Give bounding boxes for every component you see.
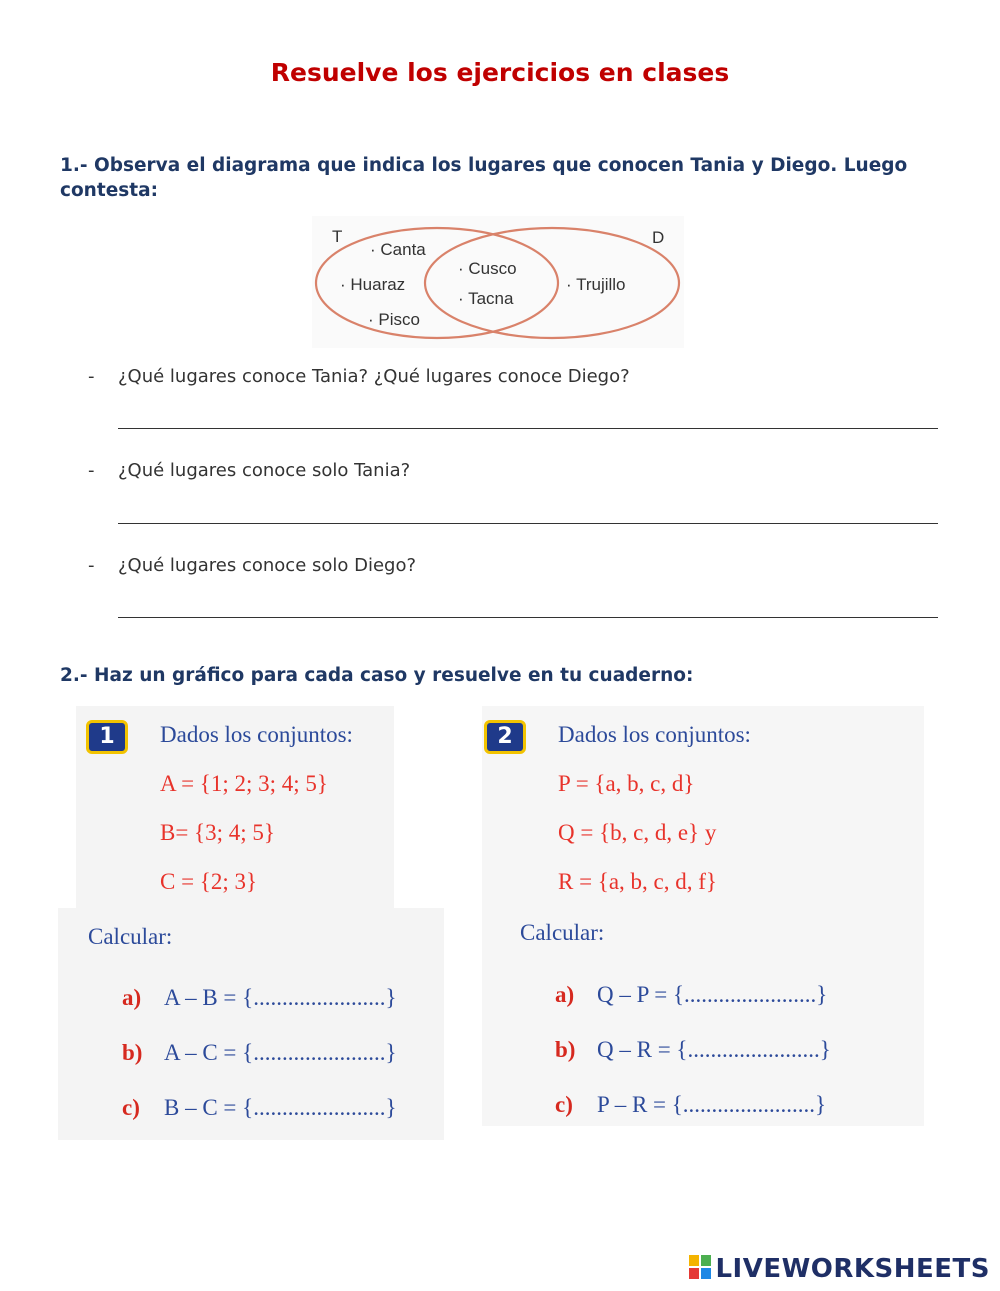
- liveworksheets-logo-icon: [689, 1255, 711, 1279]
- panel-1-set-b: B= {3; 4; 5}: [160, 820, 275, 845]
- panel-2-bg: [482, 706, 924, 1126]
- panel-2-set-p: P = {a, b, c, d}: [558, 771, 695, 796]
- panel-2-calc-label: Calcular:: [520, 920, 605, 945]
- venn-item: · Trujillo: [566, 275, 626, 294]
- panel-2-item-c: c) P – R = {.......................}: [555, 1092, 827, 1117]
- question-1: - ¿Qué lugares conoce Tania? ¿Qué lugares conoce Diego?: [88, 366, 630, 387]
- venn-label-d: D: [652, 228, 665, 247]
- venn-item: · Cusco: [458, 259, 517, 278]
- panel-2-set-q: Q = {b, c, d, e} y: [558, 820, 717, 845]
- panel-1-intro: Dados los conjuntos:: [160, 722, 353, 747]
- panel-1-item-c: c) B – C = {.......................}: [122, 1095, 397, 1120]
- venn-circle-d: [425, 228, 679, 338]
- panel-2-badge: 2: [484, 720, 526, 754]
- venn-item: · Pisco: [368, 310, 420, 329]
- panel-1-badge: 1: [86, 720, 128, 754]
- venn-item: · Canta: [370, 240, 426, 259]
- panel-2-intro: Dados los conjuntos:: [558, 722, 751, 747]
- question-3: - ¿Qué lugares conoce solo Diego?: [88, 555, 417, 576]
- venn-item: · Tacna: [458, 289, 514, 308]
- section-1-heading: 1.- Observa el diagrama que indica los lugares que conocen Tania y Diego. Luego contesta:: [60, 155, 908, 201]
- panel-1-item-a: a) A – B = {.......................}: [122, 985, 397, 1010]
- panel-2-item-a: a) Q – P = {.......................}: [555, 982, 828, 1007]
- logo-text: LIVEWORKSHEETS: [715, 1254, 990, 1284]
- panel-1-set-c: C = {2; 3}: [160, 869, 258, 894]
- venn-item: · Huaraz: [340, 275, 406, 294]
- section-2-heading: 2.- Haz un gráfico para cada caso y resuelve en tu cuaderno:: [60, 665, 694, 686]
- panel-2-item-b: b) Q – R = {.......................}: [555, 1037, 831, 1062]
- answer-line-1[interactable]: [118, 428, 938, 429]
- answer-line-2[interactable]: [118, 523, 938, 524]
- liveworksheets-logo[interactable]: [689, 1254, 990, 1284]
- panel-2-set-r: R = {a, b, c, d, f}: [558, 869, 717, 894]
- venn-label-t: T: [332, 227, 343, 246]
- venn-diagram: [312, 216, 684, 348]
- page-title: Resuelve los ejercicios en clases: [270, 58, 730, 87]
- question-2: - ¿Qué lugares conoce solo Tania?: [88, 460, 411, 481]
- answer-line-3[interactable]: [118, 617, 938, 618]
- panel-1-calc-label: Calcular:: [88, 924, 173, 949]
- panel-1-item-b: b) A – C = {.......................}: [122, 1040, 397, 1065]
- panel-1-set-a: A = {1; 2; 3; 4; 5}: [160, 771, 328, 796]
